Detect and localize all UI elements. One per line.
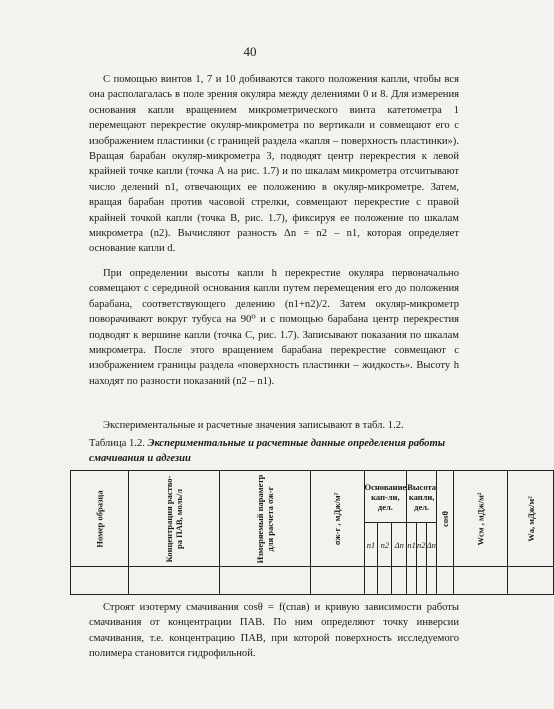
table-caption: [89, 436, 459, 467]
col-param-header: Измеряемый параметр для расчета σж-г: [220, 471, 311, 567]
height-n1-header: n1: [407, 523, 417, 567]
col-sample-header: Номер образца: [71, 471, 129, 567]
col-wa-header: Wа, мДж/м²: [507, 471, 554, 567]
base-n1-header: n1: [364, 523, 378, 567]
data-table: [70, 470, 536, 590]
base-dn-header: Δn: [392, 523, 407, 567]
paragraph-1: С помощью винтов 1, 7 и 10 добиваются такого положения капли, чтобы вся она располагалась в поле зрения окуляра между делениями 0 и 8. Для измерения основания капли вращением микрометрического винта катетометра 1 перемещают перекрестие окуляр-микрометра по вертикали и совмещают его с изображением пластинки (с границей раздела «капля – поверхность пластинки»). Вращая барабан окуляр-микрометра 3, подводят центр перекрестия к левой крайней точке капли (точка А на рис. 1.7) и по шкалам микрометра отсчитывают число делений n1, отвечающих ее положению в окуляр-микрометре. Затем, вращая барабан против часовой стрелки, совмещают перекрестие с правой крайней точкой капли (точка В, рис. 1.7), фиксируя ее положение по шкалам микрометра (n2). Вычисляют разность Δn = n2 – n1, которая определяет основание капли d.: [89, 74, 459, 255]
group-height-header: Высота капли, дел.: [407, 471, 437, 523]
table-row: [71, 567, 554, 595]
col-wsm-header: Wсм , мДж/м²: [453, 471, 507, 567]
paragraph-4: Строят изотерму смачивания cosθ = f(cпав) и кривую зависимости работы смачивания от концентрации ПАВ. По ним определяют точку инверсии смачивания, т.е. концентрацию ПАВ, при которой поверхность исследуемого полимера становится гидрофильной.: [89, 602, 459, 660]
table-caption-prefix: Таблица 1.2.: [89, 438, 145, 449]
page-number: 40: [243, 44, 257, 59]
col-cos-header: cosθ: [437, 471, 454, 567]
height-n2-header: n2: [416, 523, 426, 567]
table-caption-title: Экспериментальные и расчетные данные определения работы смачивания и адгезии: [89, 438, 446, 465]
height-dn-header: Δn: [426, 523, 436, 567]
group-base-header: Основание кап-ли, дел.: [364, 471, 407, 523]
paragraph-3: Экспериментальные и расчетные значения записывают в табл. 1.2.: [103, 420, 404, 431]
col-sigma-header: σж-г , мДж/м²: [311, 471, 364, 567]
paragraph-2: При определении высоты капли h перекрестие окуляра первоначально совмещают с серединой основания капли путем перемещения его до положения барабана, соответствующего делению (n1+n2)/2. Затем окуляр-микрометр поворачивают вокруг тубуса на 90⁰ и с помощью барабана центр перекрестия подводят к вершине капли (точка С, рис. 1.7). Записывают показания по шкалам микрометра. После этого вращением барабана перекрестие совмещают с изображением границы раздела «поверхность пластинки – жидкость». Высоту h находят по разности показаний (n2 – n1).: [89, 268, 459, 387]
base-n2-header: n2: [378, 523, 392, 567]
col-conc-header: Концентрация раство-ра ПАВ, моль/л: [129, 471, 220, 567]
